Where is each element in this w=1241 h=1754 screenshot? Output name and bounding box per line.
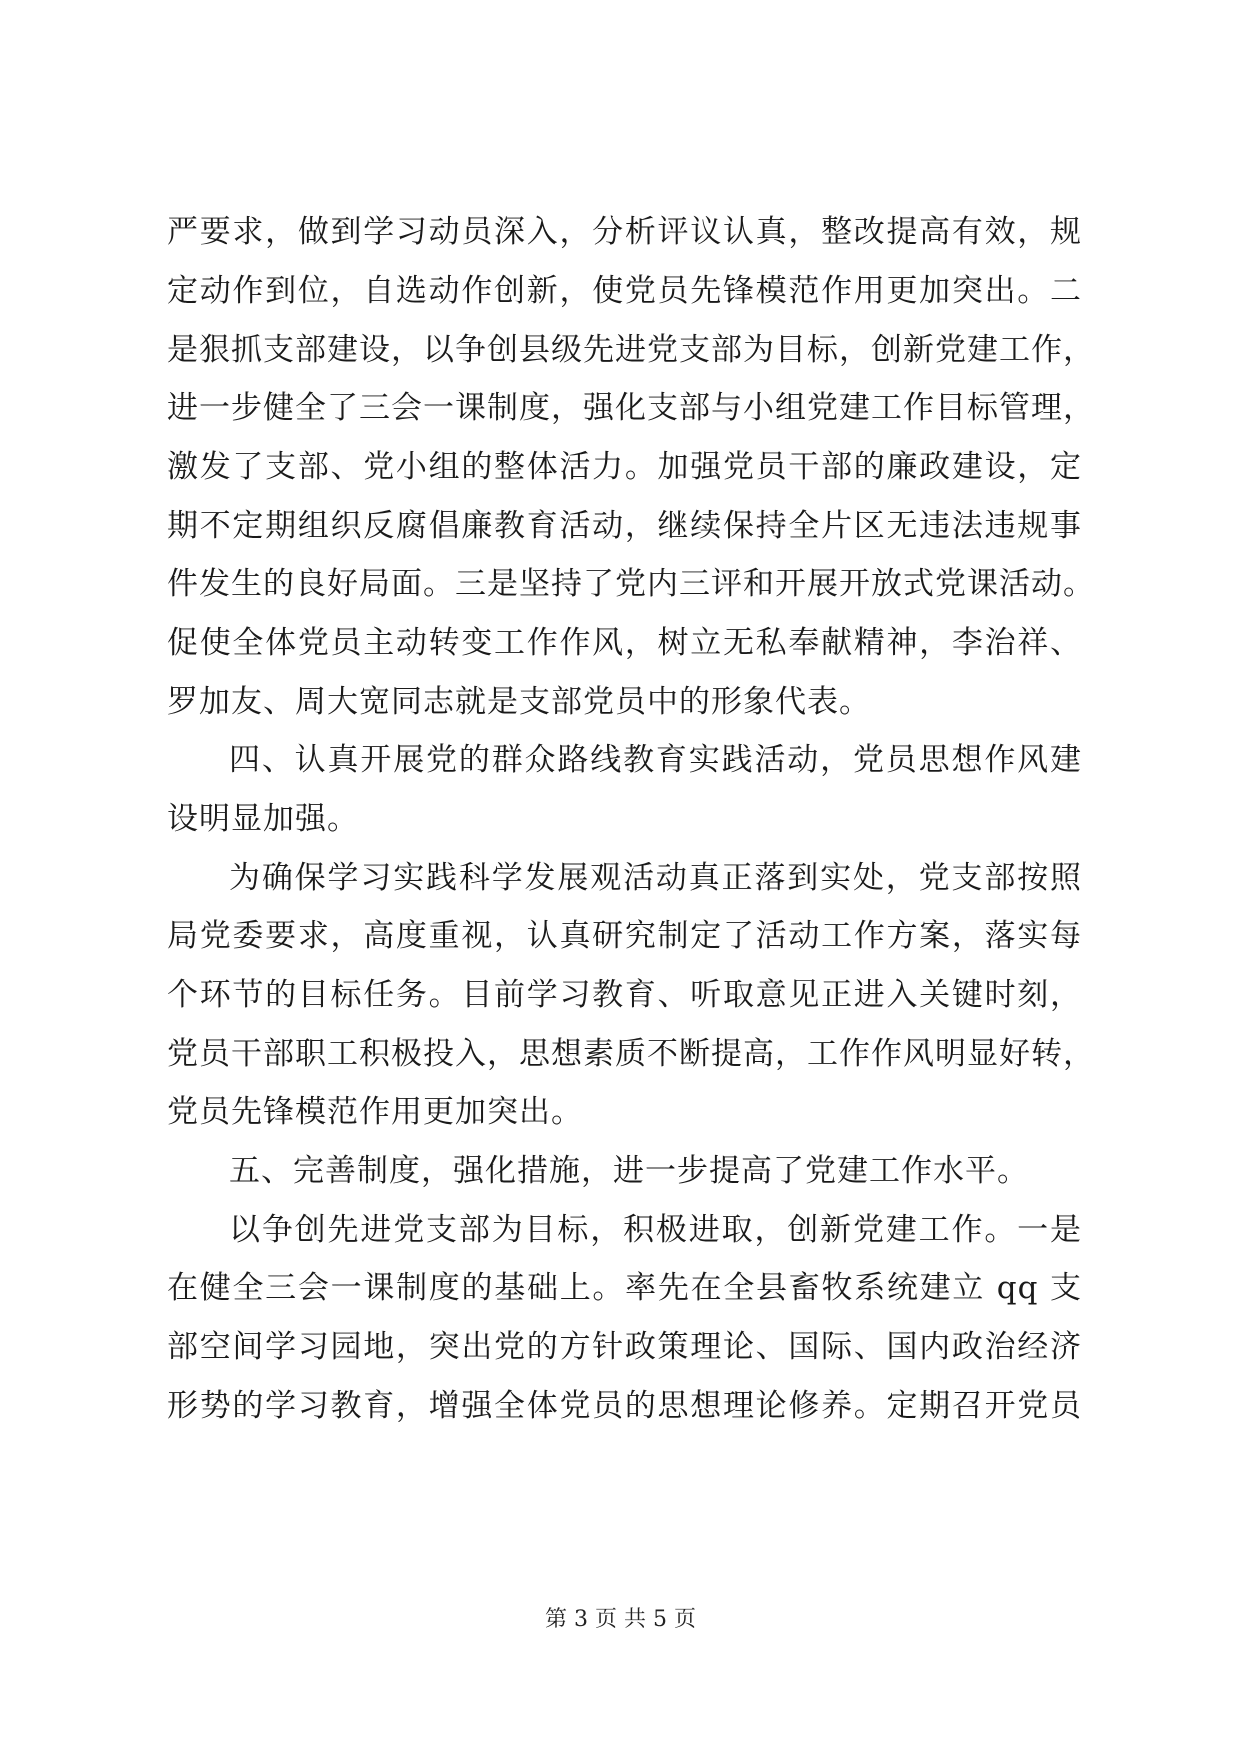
section-heading-four: 四、认真开展党的群众路线教育实践活动，党员思想作风建 [229, 742, 1082, 778]
body-text-line: 以争创先进党支部为目标，积极进取，创新党建工作。一是 [229, 1212, 1082, 1248]
body-text-line: 促使全体党员主动转变工作作风，树立无私奉献精神，李治祥、 [167, 625, 1082, 661]
body-text-line: 进一步健全了三会一课制度，强化支部与小组党建工作目标管理， [167, 390, 1095, 426]
body-text-line: 是狠抓支部建设，以争创县级先进党支部为目标，创新党建工作， [167, 332, 1095, 368]
body-text-line: 局党委要求，高度重视，认真研究制定了活动工作方案，落实每 [167, 918, 1082, 954]
body-text-line: 部空间学习园地，突出党的方针政策理论、国际、国内政治经济 [167, 1329, 1082, 1365]
body-text-line: 党员干部职工积极投入，思想素质不断提高，工作作风明显好转， [167, 1036, 1095, 1072]
body-text-line: 党员先锋模范作用更加突出。 [167, 1094, 583, 1130]
body-text-line: 个环节的目标任务。目前学习教育、听取意见正进入关键时刻， [167, 977, 1082, 1013]
body-text-line: 为确保学习实践科学发展观活动真正落到实处，党支部按照 [229, 860, 1082, 896]
body-text-line: 激发了支部、党小组的整体活力。加强党员干部的廉政建设，定 [167, 449, 1082, 485]
body-text-line: 设明显加强。 [167, 801, 359, 837]
body-text-line: 严要求，做到学习动员深入，分析评议认真，整改提高有效，规 [167, 214, 1082, 250]
body-text-line: 定动作到位，自选动作创新，使党员先锋模范作用更加突出。二 [167, 273, 1082, 309]
section-heading-five: 五、完善制度，强化措施，进一步提高了党建工作水平。 [229, 1153, 1029, 1189]
body-text-line: 在健全三会一课制度的基础上。率先在全县畜牧系统建立 qq 支 [167, 1270, 1082, 1306]
body-text-line: 件发生的良好局面。三是坚持了党内三评和开展开放式党课活动。 [167, 566, 1095, 602]
page-number-footer: 第 3 页 共 5 页 [545, 1607, 696, 1632]
body-text-line: 期不定期组织反腐倡廉教育活动，继续保持全片区无违法违规事 [167, 508, 1082, 544]
body-text-line: 形势的学习教育，增强全体党员的思想理论修养。定期召开党员 [167, 1388, 1082, 1424]
body-text-line: 罗加友、周大宽同志就是支部党员中的形象代表。 [167, 684, 871, 720]
